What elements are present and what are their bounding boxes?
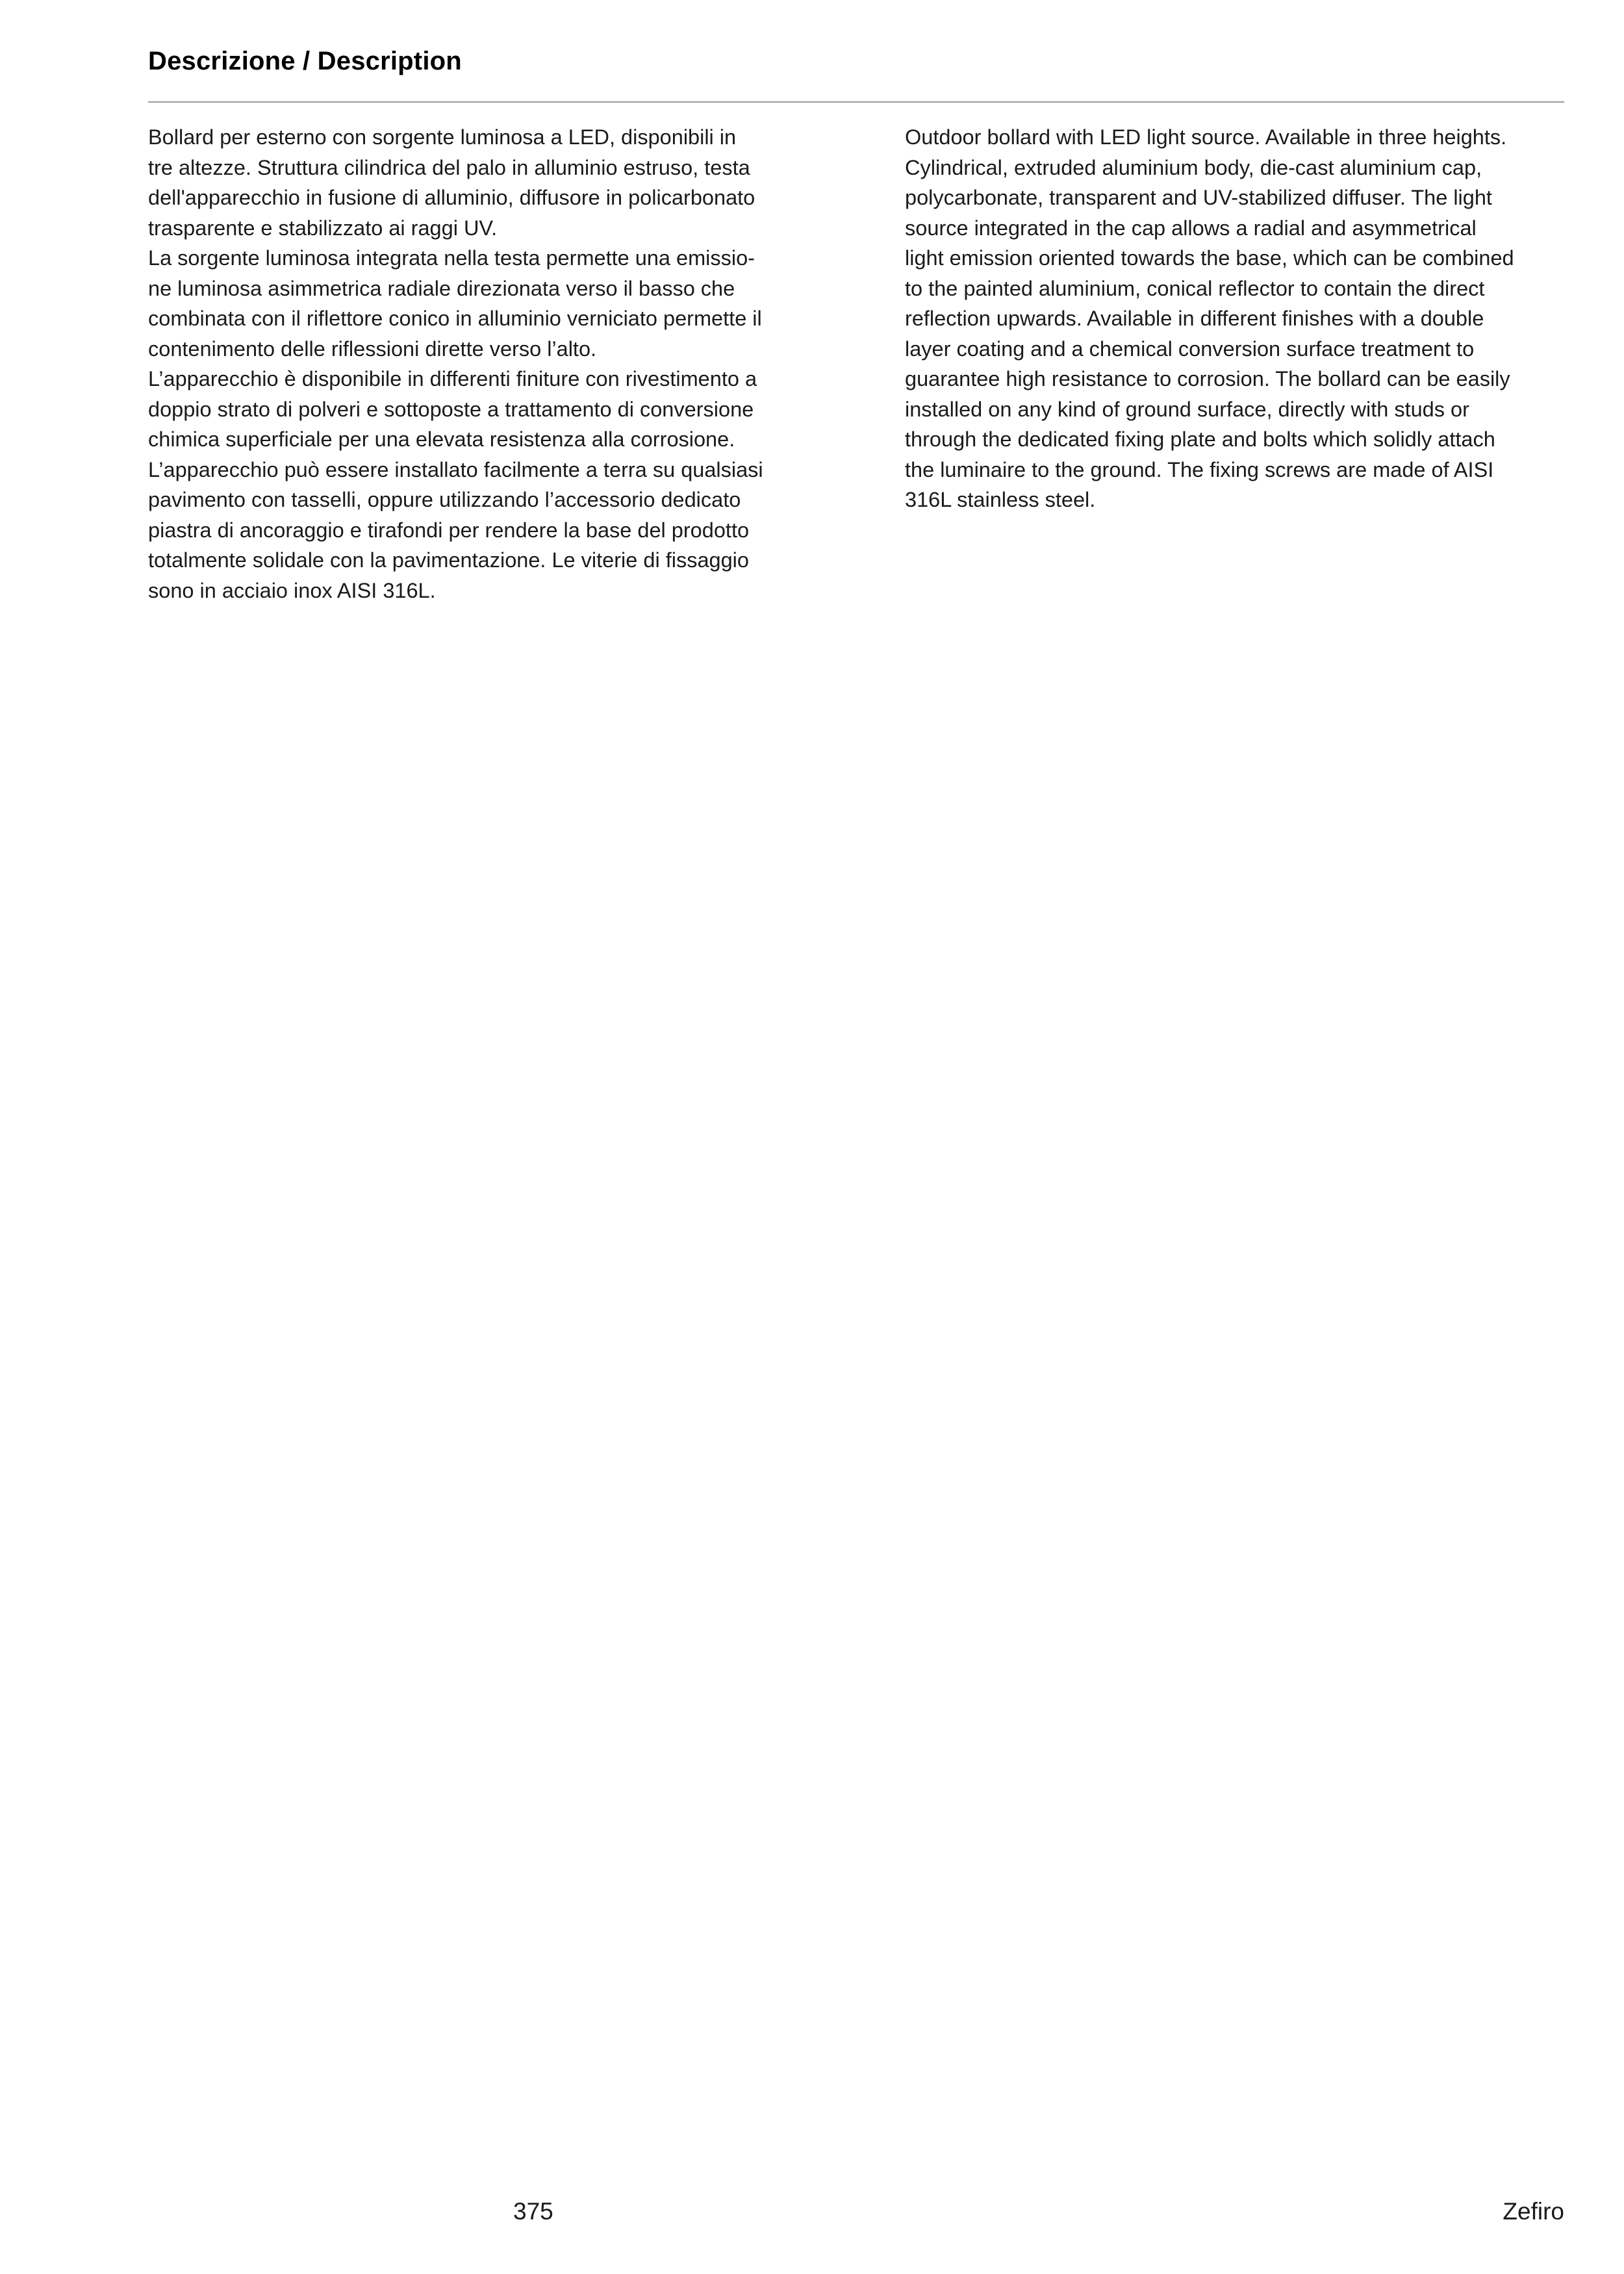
page-number: 375 (513, 2198, 553, 2225)
text-line: layer coating and a chemical conversion surface treatment to (905, 337, 1475, 361)
text-line: piastra di ancoraggio e tirafondi per rendere la base del prodotto (148, 518, 750, 542)
description-italian-text (148, 122, 804, 606)
text-line: L’apparecchio può essere installato facilmente a terra su qualsiasi (148, 457, 763, 481)
text-line: ne luminosa asimmetrica radiale direzionata verso il basso che (148, 276, 735, 300)
text-line: tre altezze. Struttura cilindrica del palo in alluminio estruso, testa (148, 155, 750, 179)
text-line: totalmente solidale con la pavimentazione. Le viterie di fissaggio (148, 548, 749, 572)
text-line: pavimento con tasselli, oppure utilizzando l’accessorio dedicato (148, 488, 741, 511)
description-italian (148, 122, 804, 606)
text-line: source integrated in the cap allows a radial and asymmetrical (905, 216, 1477, 240)
text-line: dell'apparecchio in fusione di alluminio, diffusore in policarbonato (148, 186, 755, 209)
text-line: 316L stainless steel. (905, 488, 1096, 511)
text-line: contenimento delle riflessioni dirette verso l’alto. (148, 337, 597, 361)
description-english (905, 122, 1567, 515)
text-line: guarantee high resistance to corrosion. The bollard can be easily (905, 367, 1510, 390)
text-line: combinata con il riflettore conico in alluminio verniciato permette il (148, 307, 762, 330)
text-line: Cylindrical, extruded aluminium body, die-cast aluminium cap, (905, 155, 1482, 179)
text-line: polycarbonate, transparent and UV-stabilized diffuser. The light (905, 186, 1492, 209)
text-line: the luminaire to the ground. The fixing screws are made of AISI (905, 457, 1494, 481)
text-line: sono in acciaio inox AISI 316L. (148, 578, 436, 602)
text-line: trasparente e stabilizzato ai raggi UV. (148, 216, 498, 240)
product-name: Zefiro (1503, 2198, 1564, 2225)
text-line: through the dedicated fixing plate and bolts which solidly attach (905, 428, 1495, 451)
text-line: light emission oriented towards the base, which can be combined (905, 246, 1514, 270)
section-title: Descrizione / Description (148, 47, 462, 75)
text-line: La sorgente luminosa integrata nella testa permette una emissio- (148, 246, 755, 270)
text-line: L’apparecchio è disponibile in differenti finiture con rivestimento a (148, 367, 757, 390)
text-line: chimica superficiale per una elevata resistenza alla corrosione. (148, 428, 735, 451)
text-line: Bollard per esterno con sorgente luminosa a LED, disponibili in (148, 125, 737, 149)
text-line: to the painted aluminium, conical reflector to contain the direct (905, 276, 1485, 300)
text-line: Outdoor bollard with LED light source. Available in three heights. (905, 125, 1507, 149)
header-divider (148, 101, 1564, 103)
text-line: installed on any kind of ground surface, directly with studs or (905, 397, 1469, 421)
text-line: reflection upwards. Available in different finishes with a double (905, 307, 1484, 330)
description-english-text (905, 122, 1567, 515)
text-line: doppio strato di polveri e sottoposte a trattamento di conversione (148, 397, 754, 421)
